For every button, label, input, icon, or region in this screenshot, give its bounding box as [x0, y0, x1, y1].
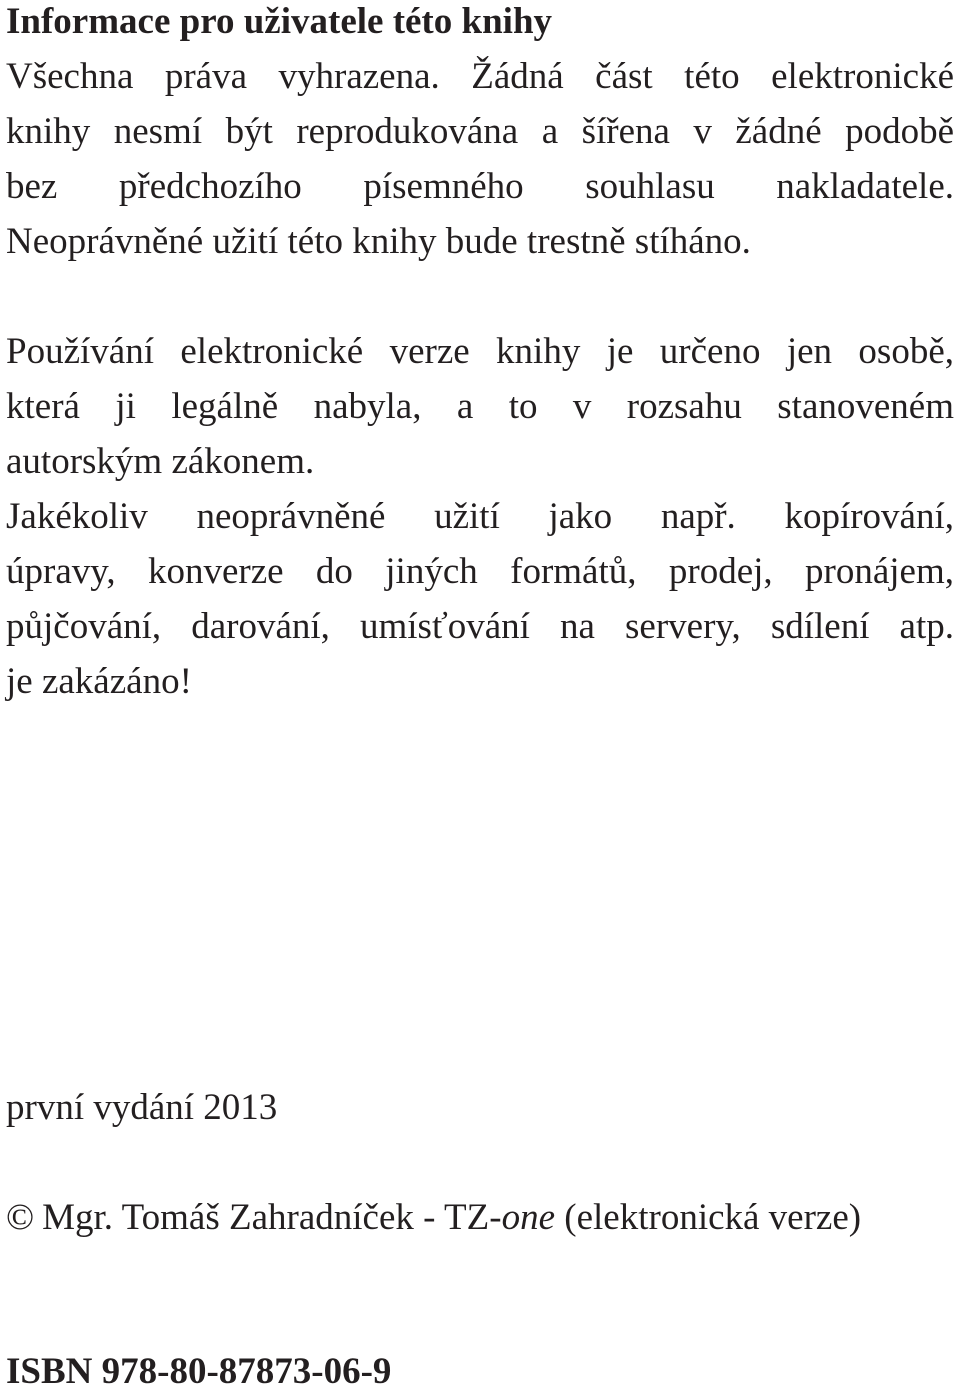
notice-line: Jakékoliv neoprávněné užití jako např. kopírování,	[6, 496, 954, 537]
notice-line: autorským zákonem.	[6, 441, 315, 482]
notice-title: Informace pro uživatele této knihy	[6, 1, 553, 42]
copyright-brand-letter: Z	[466, 1197, 490, 1238]
notice-line: která ji legálně nabyla, a to v rozsahu stanoveném	[6, 386, 954, 427]
isbn: ISBN 978-80-87873-06-9	[6, 1351, 392, 1392]
copyright-brand-italic: -one	[489, 1197, 556, 1238]
notice-line: půjčování, darování, umísťování na servery, sdílení atp.	[6, 606, 954, 647]
notice-line: Používání elektronické verze knihy je určeno jen osobě,	[6, 331, 954, 372]
notice-line: úpravy, konverze do jiných formátů, prodej, pronájem,	[6, 551, 954, 592]
copyright-author: Mgr. Tomáš Zahradníček - T	[42, 1197, 467, 1238]
notice-line: Všechna práva vyhrazena. Žádná část této elektronické	[6, 56, 954, 97]
notice-line: bez předchozího písemného souhlasu nakladatele.	[6, 166, 954, 207]
notice-line: knihy nesmí být reprodukována a šířena v žádné podobě	[6, 111, 954, 152]
copyright-line	[6, 1196, 954, 1240]
notice-line: Neoprávněné užití této knihy bude trestně stíháno.	[6, 221, 751, 262]
edition-info: první vydání 2013	[6, 1087, 278, 1128]
copyright-symbol: ©	[6, 1197, 35, 1238]
notice-line: je zakázáno!	[6, 661, 192, 702]
copyright-suffix: (elektronická verze)	[555, 1197, 862, 1238]
